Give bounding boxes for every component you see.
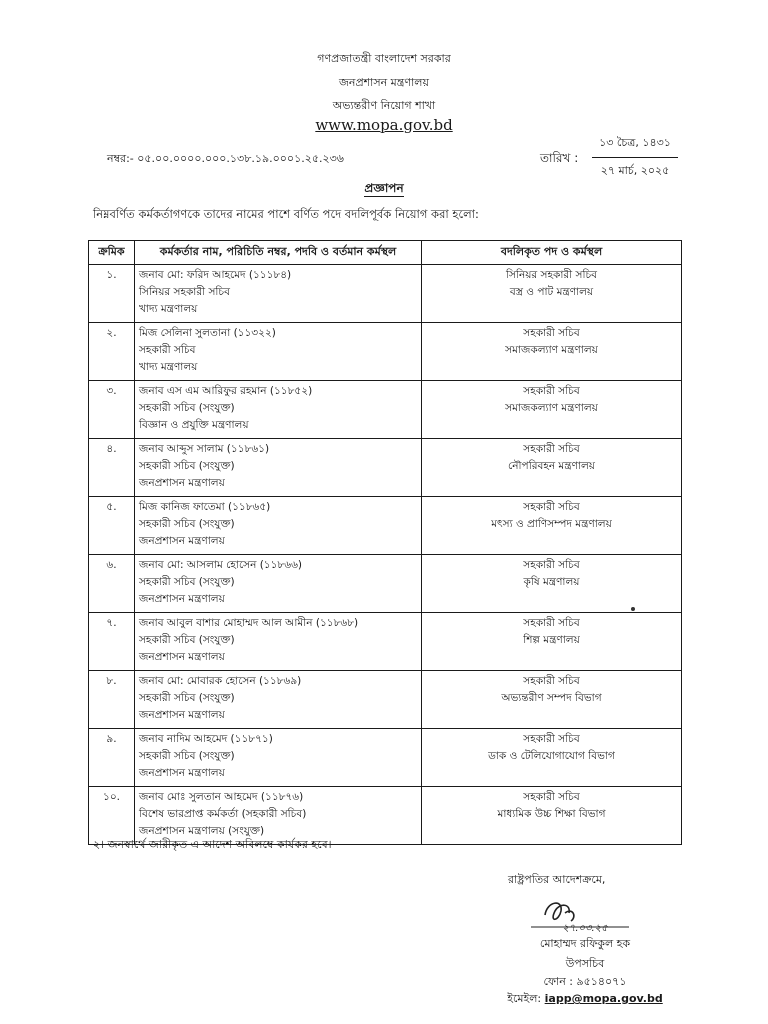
intro-text: নিম্নবর্ণিত কর্মকর্তাগণকে তাদের নামের পাশে বর্ণিত পদে বদলিপূর্বক নিয়োগ করা হলো: [93,207,479,221]
new-post-cell [422,787,682,845]
new-post-line: কৃষি মন্ত্রণালয় [523,576,580,588]
officer-cell [135,729,422,787]
serial-cell: ৮. [89,671,135,729]
officer-line: জনপ্রশাসন মন্ত্রণালয় [139,709,225,721]
new-post-line: বস্ত্র ও পাট মন্ত্রণালয় [509,286,594,298]
header-officer: কর্মকর্তার নাম, পরিচিতি নম্বর, পদবি ও বর্তমান কর্মস্থল [135,241,422,265]
serial-cell: ৫. [89,497,135,555]
table-header-row [89,241,682,265]
memo-number: নম্বর:- ০৫.০০.০০০০.০০০.১৩৮.১৯.০০০১.২৫.২৩৬ [107,152,344,165]
officer-line: মিজ কানিজ ফাতেমা (১১৮৬৫) [139,501,271,513]
signatory-name: মোহাম্মদ রফিকুল হক [539,937,631,950]
new-post-line: সহকারী সচিব [523,559,580,571]
header-serial: ক্রমিক [89,241,135,265]
date-label: তারিখ : [540,151,579,165]
new-post-line: সহকারী সচিব [523,733,580,745]
new-post-cell [422,497,682,555]
new-post-line: সহকারী সচিব [523,675,580,687]
officer-line: জনপ্রশাসন মন্ত্রণালয় [139,651,225,663]
officer-line: জনপ্রশাসন মন্ত্রণালয় (সংযুক্ত) [139,825,265,837]
table-body [89,265,682,845]
officer-line: খাদ্য মন্ত্রণালয় [139,303,198,315]
officer-cell [135,671,422,729]
date-english: ২৭ মার্চ, ২০২৫ [600,164,670,177]
new-post-line: সিনিয়র সহকারী সচিব [506,269,597,281]
serial-cell: ৯. [89,729,135,787]
officer-line: জনাব মো: ফরিদ আহমেদ (১১১৮৪) [139,269,292,281]
date-bangla: ১৩ চৈত্র, ১৪৩১ [592,134,678,158]
new-post-cell [422,729,682,787]
officer-line: জনাব নাদিম আহমেদ (১১৮৭১) [139,733,273,745]
new-post-line: অভ্যন্তরীণ সম্পদ বিভাগ [501,692,602,704]
officer-line: জনাব মো: মোবারক হোসেন (১১৮৬৯) [139,675,302,687]
new-post-line: সহকারী সচিব [523,443,580,455]
new-post-line: নৌপরিবহন মন্ত্রণালয় [508,460,595,472]
new-post-line: সহকারী সচিব [523,327,580,339]
email-label: ইমেইল: [507,992,542,1005]
officer-cell [135,613,422,671]
new-post-line: সহকারী সচিব [523,501,580,513]
new-post-cell [422,439,682,497]
new-post-line: মাধ্যমিক উচ্চ শিক্ষা বিভাগ [497,808,606,820]
officer-line: সহকারী সচিব (সংযুক্ত) [139,634,235,646]
new-post-cell [422,265,682,323]
signatory-designation: উপসচিব [565,957,605,970]
government-name: গণপ্রজাতন্ত্রী বাংলাদেশ সরকার [317,52,451,65]
new-post-line: ডাক ও টেলিযোগাযোগ বিভাগ [488,750,615,762]
serial-cell: ৭. [89,613,135,671]
officer-cell [135,323,422,381]
officer-line: সহকারী সচিব (সংযুক্ত) [139,402,235,414]
new-post-line: সহকারী সচিব [523,385,580,397]
officer-line: জনাব এস এম আরিফুর রহমান (১১৮৫২) [139,385,313,397]
officer-cell [135,439,422,497]
document-title [0,180,768,200]
officer-line: খাদ্য মন্ত্রণালয় [139,361,198,373]
serial-cell: ৩. [89,381,135,439]
new-post-cell [422,555,682,613]
table-row [89,555,682,613]
new-post-line: মৎস্য ও প্রাণিসম্পদ মন্ত্রণালয় [491,518,612,530]
officer-line: জনপ্রশাসন মন্ত্রণালয় [139,767,225,779]
date-block [592,134,678,181]
branch-name: অভ্যন্তরীণ নিয়োগ শাখা [332,99,436,112]
table-row [89,439,682,497]
officer-cell [135,555,422,613]
table-row [89,323,682,381]
officer-line: জনপ্রশাসন মন্ত্রণালয় [139,535,225,547]
effective-clause: ২। জনস্বার্থে জারীকৃত এ আদেশ অবিলম্বে কার্যকর হবে। [93,838,332,851]
officer-line: জনাব মো: আসলাম হোসেন (১১৮৬৬) [139,559,302,571]
signature-date: ২৭.০৩.২৫ [562,923,608,934]
serial-cell: ২. [89,323,135,381]
email-link[interactable]: iapp@mopa.gov.bd [544,992,663,1005]
signatory-phone: ফোন : ৯৫১৪০৭১ [543,975,627,988]
header-new-post: বদলিকৃত পদ ও কর্মস্থল [422,241,682,265]
table-row [89,265,682,323]
new-post-cell [422,381,682,439]
new-post-cell [422,323,682,381]
officer-line: সহকারী সচিব (সংযুক্ত) [139,692,235,704]
officer-cell [135,265,422,323]
new-post-cell [422,671,682,729]
officer-line: সহকারী সচিব (সংযুক্ত) [139,576,235,588]
officer-line: জনাব মোঃ সুলতান আহমেদ (১১৮৭৬) [139,791,304,803]
new-post-line: সহকারী সচিব [523,791,580,803]
officer-line: সহকারী সচিব (সংযুক্ত) [139,460,235,472]
document-title-text: প্রজ্ঞাপন [364,181,404,195]
serial-cell: ৬. [89,555,135,613]
table-row [89,613,682,671]
ink-dot [631,607,635,611]
officer-line: সিনিয়র সহকারী সচিব [139,286,230,298]
new-post-line: শিল্প মন্ত্রণালয় [523,634,580,646]
officer-line: সহকারী সচিব (সংযুক্ত) [139,750,235,762]
officer-line: বিজ্ঞান ও প্রযুক্তি মন্ত্রণালয় [139,419,249,431]
officer-line: জনাব আবুল বাশার মোহাম্মদ আল আমীন (১১৮৬৮) [139,617,359,629]
table-row [89,671,682,729]
table-row [89,497,682,555]
table-row [89,729,682,787]
officer-line: মিজ সেলিনা সুলতানা (১১৩২২) [139,327,276,339]
ministry-name: জনপ্রশাসন মন্ত্রণালয় [339,76,429,89]
officer-line: জনাব আব্দুস সালাম (১১৮৬১) [139,443,270,455]
new-post-line: সহকারী সচিব [523,617,580,629]
serial-cell: ১. [89,265,135,323]
new-post-line: সমাজকল্যাণ মন্ত্রণালয় [505,344,598,356]
serial-cell: ৪. [89,439,135,497]
officer-line: সহকারী সচিব [139,344,196,356]
new-post-line: সমাজকল্যাণ মন্ত্রণালয় [505,402,598,414]
table-row [89,381,682,439]
officer-line: বিশেষ ভারপ্রাপ্ত কর্মকর্তা (সহকারী সচিব) [139,808,307,820]
officer-line: জনপ্রশাসন মন্ত্রণালয় [139,593,225,605]
transfer-table [88,240,682,845]
officer-cell [135,381,422,439]
signatory-email [500,990,670,1009]
serial-cell: ১০. [89,787,135,845]
website-link[interactable]: www.mopa.gov.bd [315,116,453,134]
order-by-president: রাষ্ট্রপতির আদেশক্রমে, [508,873,606,886]
officer-line: জনপ্রশাসন মন্ত্রণালয় [139,477,225,489]
officer-line: সহকারী সচিব (সংযুক্ত) [139,518,235,530]
officer-cell [135,497,422,555]
new-post-cell [422,613,682,671]
